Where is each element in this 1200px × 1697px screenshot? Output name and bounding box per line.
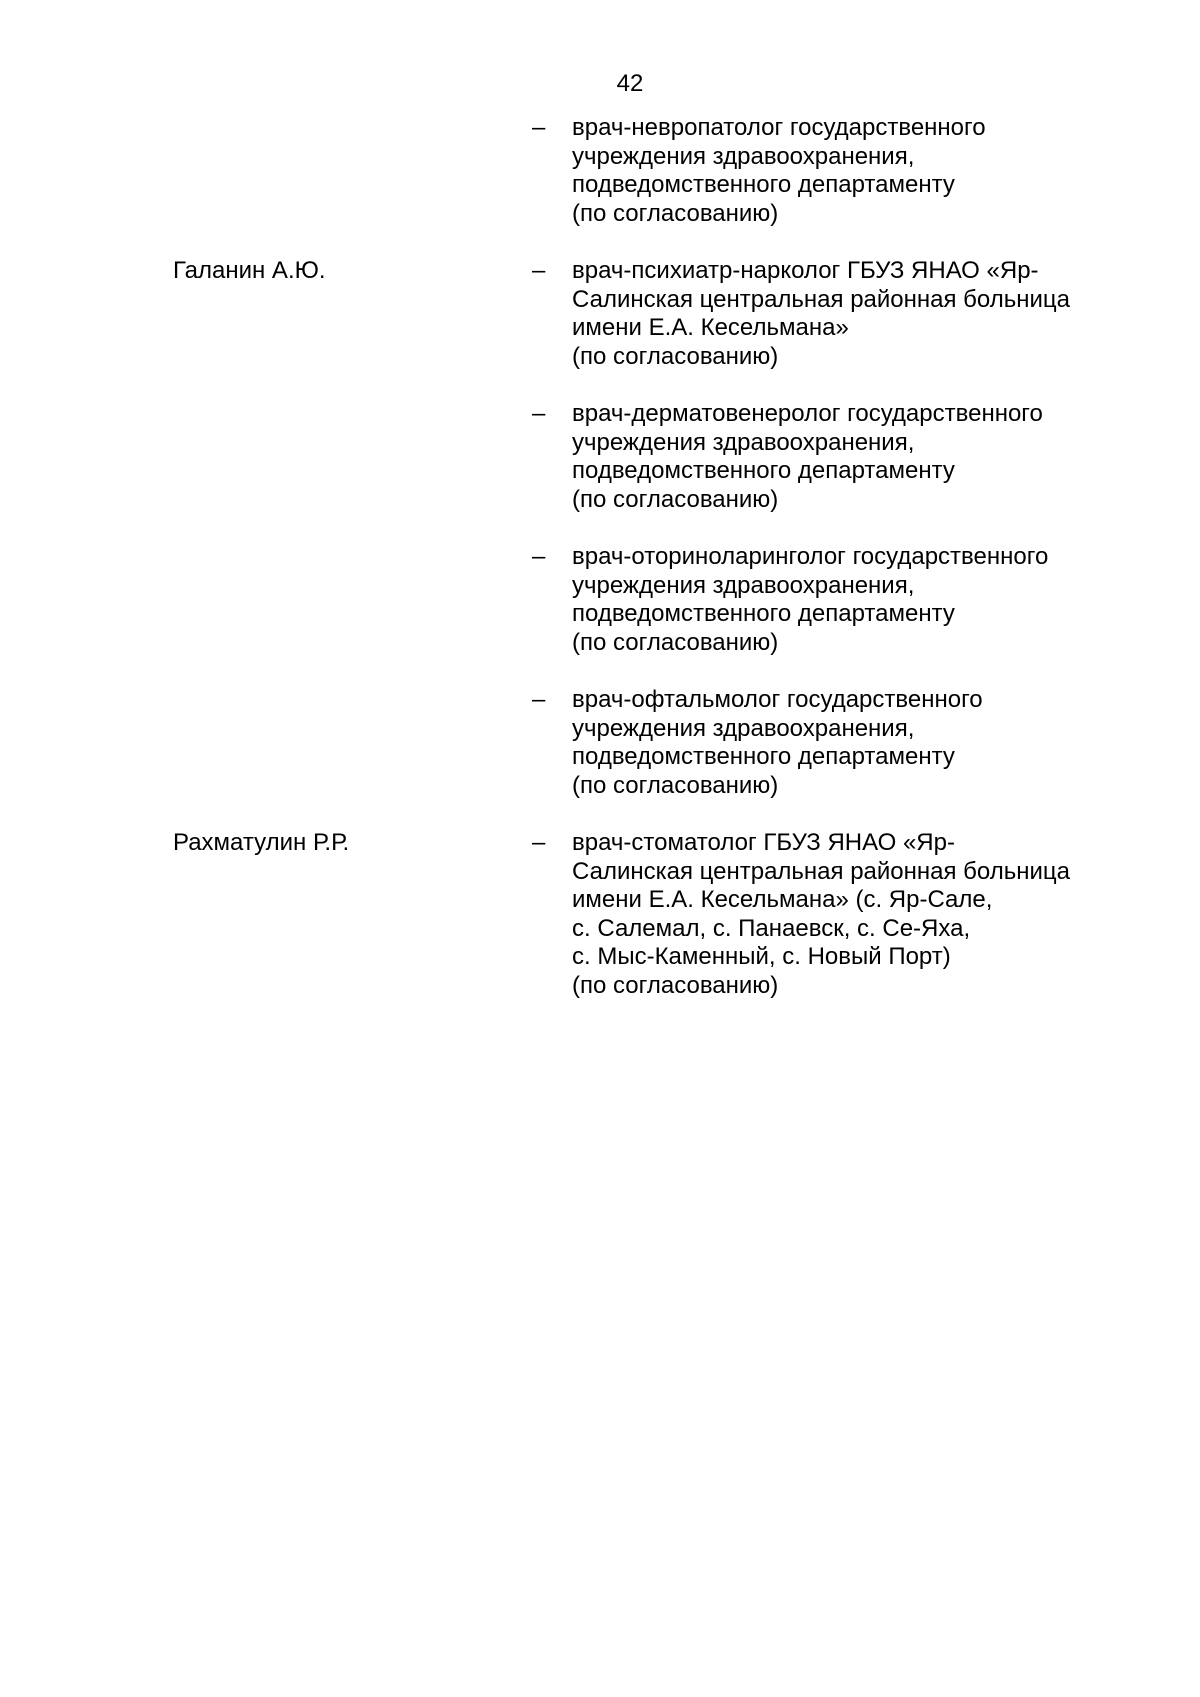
role-line: учреждения здравоохранения, [572, 142, 915, 170]
role-line: с. Мыс-Каменный, с. Новый Порт) [572, 943, 951, 970]
role-line: врач-стоматолог ГБУЗ ЯНАО «Яр- [572, 829, 955, 856]
role-line: имени Е.А. Кесельмана» (с. Яр-Сале, [572, 886, 993, 913]
dash: – [532, 829, 546, 856]
role-line: (по согласованию) [572, 199, 779, 227]
member-role [572, 400, 1132, 514]
role-line: Салинская центральная районная больница [572, 857, 1070, 885]
dash: – [532, 114, 546, 141]
dash: – [532, 686, 546, 713]
role-line: врач-психиатр-нарколог ГБУЗ ЯНАО «Яр- [572, 257, 1039, 284]
role-line: врач-невропатолог государственного [572, 114, 986, 141]
role-line: врач-оториноларинголог государственного [572, 543, 1049, 570]
member-role [572, 686, 1132, 800]
member-name: Галанин А.Ю. [173, 257, 326, 284]
role-line: (по согласованию) [572, 342, 779, 370]
dash: – [532, 543, 546, 570]
dash: – [532, 257, 546, 284]
role-line: (по согласованию) [572, 628, 779, 656]
role-line: учреждения здравоохранения, [572, 571, 915, 599]
member-role [572, 543, 1132, 657]
role-line: (по согласованию) [572, 971, 779, 999]
member-role [572, 257, 1132, 371]
role-line: учреждения здравоохранения, [572, 714, 915, 742]
role-line: подведомственного департаменту [572, 171, 955, 198]
role-line: подведомственного департаменту [572, 457, 955, 484]
role-line: учреждения здравоохранения, [572, 428, 915, 456]
role-line: врач-офтальмолог государственного [572, 686, 983, 713]
role-line: Салинская центральная районная больница [572, 285, 1070, 313]
role-line: с. Салемал, с. Панаевск, с. Се-Яха, [572, 914, 971, 942]
role-line: подведомственного департаменту [572, 600, 955, 627]
role-line: врач-дерматовенеролог государственного [572, 400, 1043, 427]
member-name: Рахматулин Р.Р. [173, 829, 350, 856]
role-line: подведомственного департаменту [572, 743, 955, 770]
member-role [572, 829, 1132, 1000]
page-number: 42 [616, 70, 644, 97]
role-line: (по согласованию) [572, 771, 779, 799]
role-line: имени Е.А. Кесельмана» [572, 314, 849, 341]
dash: – [532, 400, 546, 427]
member-role [572, 114, 1132, 228]
role-line: (по согласованию) [572, 485, 779, 513]
